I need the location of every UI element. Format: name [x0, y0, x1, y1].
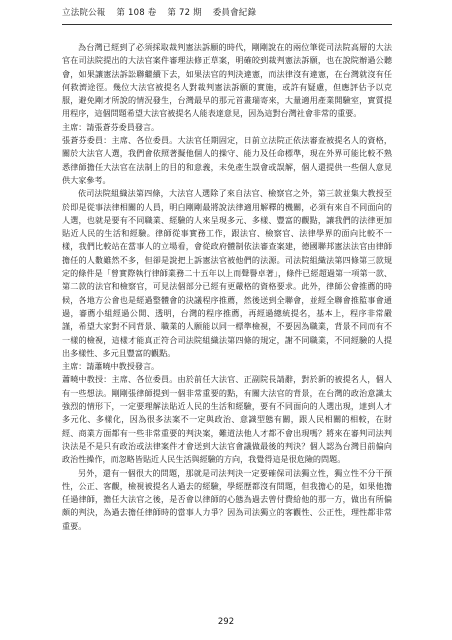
paragraph: 另外，還有一個很大的問題，那就是司法判決一定要確保司法獨立性，獨立性不分干預性，公正、客觀，檢視被提名人過去的經驗，學經歷都沒有問題，但我擔心的是，如果他擔任過律師，擔任大法官之後，是否會以律師的心態為過去曾付費給他的那一方，做出有所偏頗的判決，為過去擔任律師時的當事人力爭？因為司法獨立的客觀性、公正性，理性都非常重要。: [62, 467, 392, 531]
speaker-line: 主席：請張蒼芬委員發言。: [62, 121, 160, 132]
paragraph: 依司法院組織法第四條，大法官人選除了來自法官、檢察官之外，第三款並集大教授至於即是從事法律相關的人員，明白剛剛最將說法律適用解釋的機關，必須有來自不同面向的人選，也就是要有不同職業、經驗的人來呈現多元、多樣、豐富的觀點，讓我們的法律更加貼近人民的生活和經驗。律師從事實務工作，跟法官、檢察官、法律學界的面向比較不一樣，我們比較站在當事人的立場看，會從政府體制依法審查案建，德國聯邦憲法法官由律師擔任的人數雖然不多，但卻是說把上訴憲法官被他們的法源。司法院組織法第四條第三款規定的條件是「曾實際執行律師業務二十五年以上而聲譽卓著」，條件已經超過第一項第一款、第二款的法官和檢察官，可見法個部分已經有更嚴格的資格要求。此外，律師公會推薦的時候，各地方公會也是經過整體會的決議程序推薦，然後送到全聯會，並經全聯會推監事會通過，審薦小組經過公開、透明，台灣的程序推薦，再經過總統提名，基本上，程序非常嚴謹，希望大家對不同背景、職業的人願能以同一標準檢視，不要因為職業，背景不同而有不一樣的檢視，這樣才能真正符合司法院組織法第四條的規定，謝不同職業，不同經驗的人提出多樣性、多元且豐富的觀點。: [62, 188, 392, 358]
paragraph: 蕭曉中教授：主席、各位委員。由於前任大法官、正副院長請辭，對於新的被提名人，個人有一些想法。剛剛張律師提到一個非常重要的點，有關大法官的背景，在台灣的政治意識太強烈的情形下，一定要理解法貼近人民的生活和經驗，要有不同面向的人選出現，達到人才多元化、多樣化，因為很多法案不一定與政治、意識型態有關，跟人民相關的相較，在財經、商業方面都有一些非常重要的判決案，難道法他人才都不會出現嗎？將來在審判司法判決法是不是只有政治或法律案件才會送到大法官會議做最後的判決？個人認為台灣目前偏向政治性操作，而忽略皆貼近人民生活與經驗的方向，我覺得這是很危險的問題。: [62, 374, 392, 465]
speaker-line: 主席：請蕭曉中教授發言。: [62, 361, 160, 372]
page-number: 292: [217, 617, 235, 627]
paragraph: 為台灣已經到了必須採取裁判憲法訴願的時代，剛剛說在的兩位筆從司法院高層的大法官在司法院提出的大法官案件審理法修正草案，明確皎到裁判憲法訴願，也在說院辦過公聽會，如果讓憲法訴訟聯繼續下去，如果法官的判決違憲，而法律沒有違憲，在台灣就沒有任何救濟途徑。幾位大法官被提名人對裁判憲法訴願的實施，或許有疑慮，但應評估予以克服，避免剛才所說的情況發生，台灣最早的那元首畫瑞寄來，大量適用產業開驗室，實質提用程序，這個問題希望大法官被提名人能表達意見，因為這對台灣社會非常的重要。: [62, 42, 392, 119]
issue-number: 第 72 期: [167, 8, 202, 18]
paragraph: 張蒼芬委員：主席、各位委員。大法官任期固定，日前立法院正依法審查被提名人的資格，關於大法官人選，我們會依照著擬他個人的操守、能力及任命標準，現在外界可能比較不熟悉律師擔任大法官在法制上的目的和意義，未免產生誤會或誤解，個人還提供一些個人意見供大家參考。: [62, 135, 392, 185]
publication-title: 立法院公報: [62, 8, 106, 18]
section-title: 委員會紀錄: [212, 8, 257, 18]
document-body: [62, 41, 392, 533]
header-rule: [62, 24, 392, 25]
page-header: [62, 8, 392, 19]
volume-number: 第 108 卷: [116, 8, 157, 18]
